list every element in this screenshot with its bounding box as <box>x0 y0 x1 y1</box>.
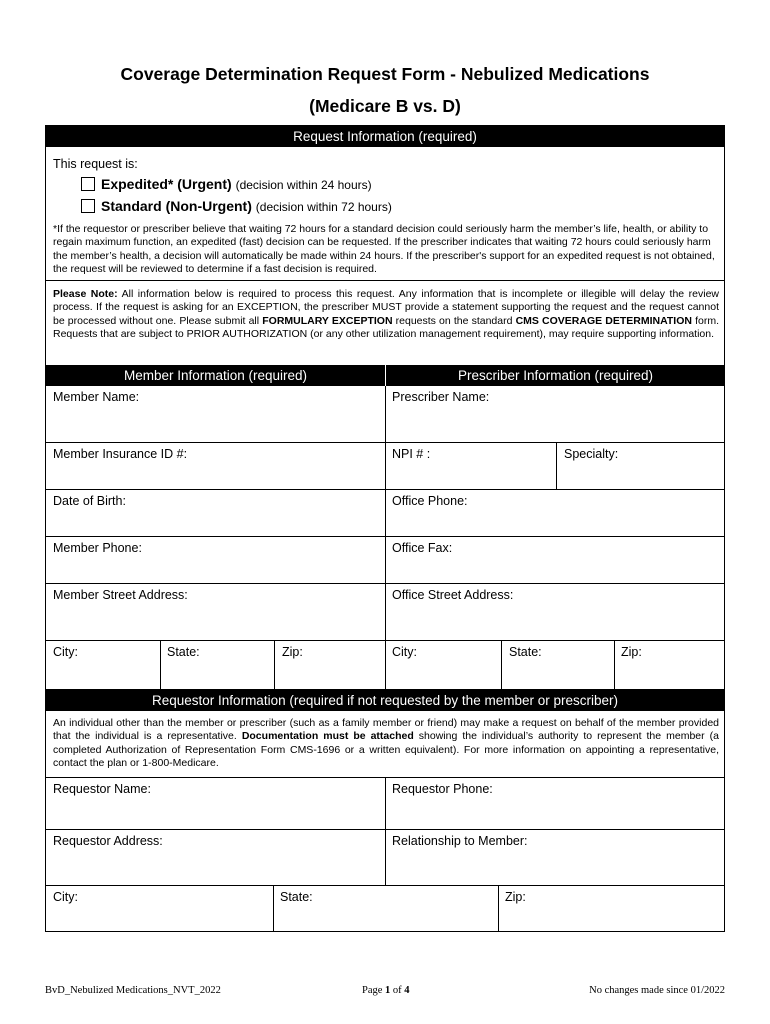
divider <box>501 640 502 689</box>
divider <box>274 640 275 689</box>
divider <box>46 640 724 641</box>
note-text: All information below is required to process this request. Any information that is incomplete or illegible will delay the review process. If the request is asking for an EXCEPTION, the prescriber MUST provide a statement supporting the request and the request cannot be processed without one. Please submit all <box>53 288 720 327</box>
this-request-is-label: This request is: <box>53 157 138 171</box>
npi-field[interactable]: NPI # : <box>392 447 431 461</box>
prescriber-zip-field[interactable]: Zip: <box>621 645 642 659</box>
divider <box>556 442 557 489</box>
divider <box>498 885 499 931</box>
member-dob-field[interactable]: Date of Birth: <box>53 494 126 508</box>
footer-doc-id: BvD_Nebulized Medications_NVT_2022 <box>45 985 221 996</box>
requestor-city-field[interactable]: City: <box>53 890 78 904</box>
prescriber-state-field[interactable]: State: <box>509 645 542 659</box>
standard-note: (decision within 72 hours) <box>255 200 392 214</box>
divider <box>46 885 724 886</box>
prescriber-city-field[interactable]: City: <box>392 645 417 659</box>
member-street-field[interactable]: Member Street Address: <box>53 588 188 602</box>
standard-option <box>101 198 392 214</box>
page-prefix: Page <box>362 985 386 996</box>
member-phone-field[interactable]: Member Phone: <box>53 541 142 555</box>
expedited-label: Expedited* (Urgent) <box>101 176 232 192</box>
divider <box>46 442 724 443</box>
prescriber-name-field[interactable]: Prescriber Name: <box>392 390 490 404</box>
expedited-footnote: *If the requestor or prescriber believe that waiting 72 hours for a standard decision could seriously harm the member’s life, health, or ability to regain maximum function, an expedited (fast) decision can be requested. If the prescriber indicates that waiting 72 hours could seriously harm the member’s health, a decision will automatically be made within 24 hours. If the prescriber's support for an expedited request is not obtained, the request will be reviewed to determine if a fast decision is required. <box>53 223 715 276</box>
divider <box>46 583 724 584</box>
member-name-field[interactable]: Member Name: <box>53 390 140 404</box>
specialty-field[interactable]: Specialty: <box>564 447 619 461</box>
footer-revision: No changes made since 01/2022 <box>589 985 725 996</box>
prescriber-info-header: Prescriber Information (required) <box>386 365 725 386</box>
page-total: 4 <box>404 985 410 996</box>
office-street-field[interactable]: Office Street Address: <box>392 588 514 602</box>
intro-bold: Documentation must be attached <box>241 730 414 743</box>
member-insurance-id-field[interactable]: Member Insurance ID #: <box>53 447 188 461</box>
requestor-name-field[interactable]: Requestor Name: <box>53 782 151 796</box>
divider <box>46 489 724 490</box>
divider <box>273 885 274 931</box>
standard-label: Standard (Non-Urgent) <box>101 198 252 214</box>
member-zip-field[interactable]: Zip: <box>282 645 303 659</box>
coverage-form <box>45 125 725 932</box>
divider <box>160 640 161 689</box>
divider <box>385 386 386 689</box>
note-bold-formulary: FORMULARY EXCEPTION <box>262 314 393 327</box>
note-text: form. Requests that are subject to PRIOR AUTHORIZATION (or any other utilization management requirement), may require supporting information. <box>53 314 719 341</box>
standard-checkbox[interactable] <box>81 199 95 213</box>
please-note-label: Please Note: <box>53 288 118 300</box>
divider <box>614 640 615 689</box>
expedited-option <box>101 176 372 192</box>
request-info-header: Request Information (required) <box>46 126 724 147</box>
member-city-field[interactable]: City: <box>53 645 78 659</box>
expedited-note: (decision within 24 hours) <box>235 178 372 192</box>
office-fax-field[interactable]: Office Fax: <box>392 541 453 555</box>
form-title: Coverage Determination Request Form - Nebulized Medications <box>120 64 650 84</box>
requestor-address-field[interactable]: Requestor Address: <box>53 834 163 848</box>
page-current: 1 <box>385 985 391 996</box>
requestor-state-field[interactable]: State: <box>280 890 313 904</box>
footer-page-number <box>362 985 410 996</box>
expedited-checkbox[interactable] <box>81 177 95 191</box>
divider <box>46 536 724 537</box>
intro-text: showing the individual’s authority to represent the member (a completed Authorization of Representation Form CMS-1696 or a written equivalent). For more information on appointing a representative, contact the plan or 1-800-Medicare. <box>53 730 719 770</box>
divider <box>46 280 724 281</box>
page-of: of <box>390 985 405 996</box>
relationship-field[interactable]: Relationship to Member: <box>392 834 528 848</box>
member-state-field[interactable]: State: <box>167 645 200 659</box>
form-subtitle: (Medicare B vs. D) <box>309 96 461 116</box>
divider <box>385 777 386 885</box>
requestor-zip-field[interactable]: Zip: <box>505 890 526 904</box>
note-text: requests on the standard <box>392 314 516 327</box>
requestor-intro <box>53 717 719 771</box>
requestor-info-header: Requestor Information (required if not requested by the member or prescriber) <box>46 690 724 711</box>
office-phone-field[interactable]: Office Phone: <box>392 494 468 508</box>
note-bold-cms: CMS COVERAGE DETERMINATION <box>515 314 692 327</box>
requestor-phone-field[interactable]: Requestor Phone: <box>392 782 493 796</box>
intro-text: An individual other than the member or prescriber (such as a family member or friend) may make a request on behalf of the member provided that the individual is a representative. <box>53 717 719 743</box>
please-note-paragraph <box>53 288 719 342</box>
member-info-header: Member Information (required) <box>46 365 385 386</box>
